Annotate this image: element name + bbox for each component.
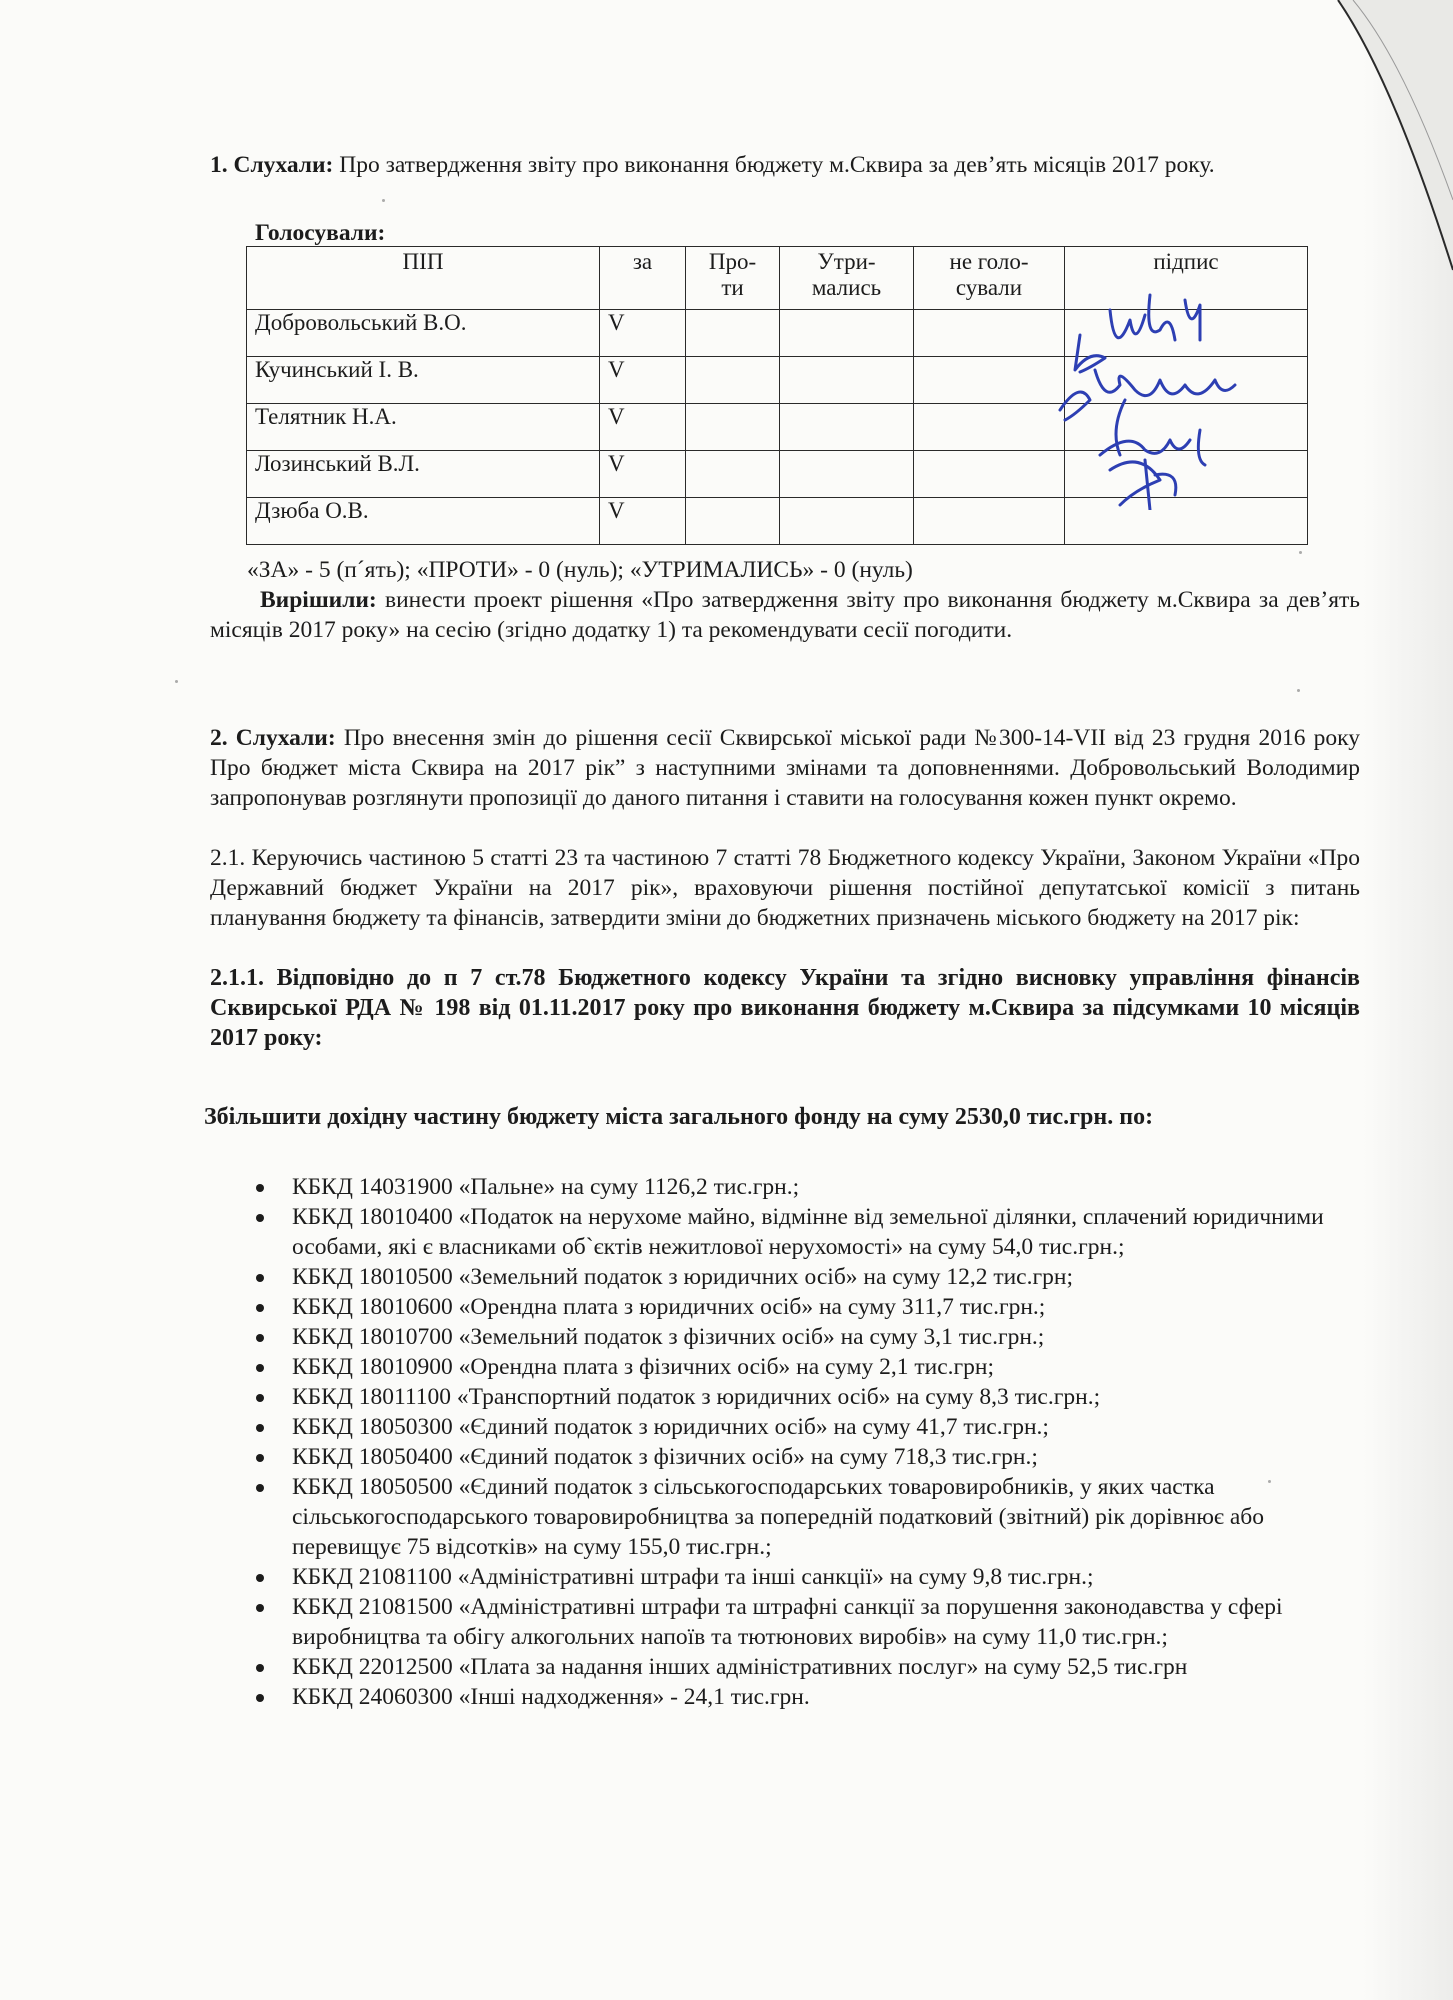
scan-speck [382,199,385,202]
heard-text: Про затвердження звіту про виконання бюджету м.Сквира за дев’ять місяців 2017 року. [333,152,1215,178]
bullet-icon [256,1694,264,1702]
list-item: КБКД 18010700 «Земельний податок з фізичних осіб» на суму 3,1 тис.грн.; [248,1322,1338,1352]
header-not-voted: не голо- сували [914,247,1065,310]
vote-tally: «ЗА» - 5 (п´ять); «ПРОТИ» - 0 (нуль); «УТРИМАЛИСЬ» - 0 (нуль) [247,557,913,583]
header-abstained: Утри- мались [780,247,914,310]
bullet-icon [256,1604,264,1612]
list-item: КБКД 18050500 «Єдиний податок з сільськогосподарських товаровиробників, у яких частка сільськогосподарського товаровиробництва за попередній податковий (звітний) рік дорівнює або перевищує 75 відсотків» на суму 155,0 тис.грн.; [248,1472,1338,1562]
not-voted-cell [914,310,1065,357]
list-item: КБКД 18010500 «Земельний податок з юридичних осіб» на суму 12,2 тис.грн; [248,1262,1338,1292]
section2-heading [210,723,1360,813]
vote-for-mark: V [600,404,686,451]
paragraph-2-1: 2.1. Керуючись частиною 5 статті 23 та частиною 7 статті 78 Бюджетного кодексу України, Законом України «Про Державний бюджет України на 2017 рік», враховуючи рішення постійної депутатської комісії з питань планування бюджету та фінансів, затвердити зміни до бюджетних призначень міського бюджету на 2017 рік: [210,845,1360,931]
decided-text: винести проект рішення «Про затвердження звіту про виконання бюджету м.Сквира за дев’ять місяців 2017 року» на сесію (згідно додатку 1) та рекомендувати сесії погодити. [210,587,1360,643]
scan-speck [1297,689,1300,692]
paragraph-2-1-1: 2.1.1. Відповідно до п 7 ст.78 Бюджетного кодексу України та згідно висновку управління фінансів Сквирської РДА № 198 від 01.11.2017 року про виконання бюджету м.Сквира за підсумками 10 місяців 2017 року: [210,965,1360,1051]
member-name: Телятник Н.А. [247,404,600,451]
header-name: ПІП [247,247,600,310]
scan-speck [1299,551,1302,554]
vote-abstain-cell [780,451,914,498]
scan-speck [175,680,178,683]
decided-label: Вирішили: [260,587,377,613]
vote-for-mark: V [600,310,686,357]
bullet-icon [256,1424,264,1432]
header-against: Про- ти [686,247,780,310]
list-item: КБКД 24060300 «Інші надходження» - 24,1 тис.грн. [248,1682,1338,1712]
heard-text: Про внесення змін до рішення сесії Сквирської міської ради №300-14-VII від 23 грудня 2016 року Про бюджет міста Сквира на 2017 рік” з наступними змінами та доповненнями. Добровольський Володимир запропонував розглянути пропозиції до даного питання і ставити на голосування кожен пункт окремо. [210,725,1360,811]
page-edge-shadow [1363,0,1453,2000]
kbkd-list [248,1172,1338,1712]
bullet-icon [256,1484,264,1492]
vote-against-cell [686,310,780,357]
member-name: Лозинський В.Л. [247,451,600,498]
list-item: КБКД 21081500 «Адміністративні штрафи та штрафні санкції за порушення законодавства у сфері виробництва та обігу алкогольних напоїв та тютюнових виробів» на суму 11,0 тис.грн.; [248,1592,1338,1652]
vote-abstain-cell [780,404,914,451]
bullet-icon [256,1274,264,1282]
not-voted-cell [914,498,1065,545]
bullet-icon [256,1304,264,1312]
voted-label: Голосували: [255,220,386,246]
bullet-icon [256,1394,264,1402]
header-for: за [600,247,686,310]
handwritten-signatures [1050,280,1250,510]
bullet-icon [256,1214,264,1222]
not-voted-cell [914,357,1065,404]
bullet-icon [256,1364,264,1372]
bullet-icon [256,1184,264,1192]
vote-for-mark: V [600,357,686,404]
member-name: Дзюба О.В. [247,498,600,545]
bullet-icon [256,1454,264,1462]
list-item: КБКД 18011100 «Транспортний податок з юридичних осіб» на суму 8,3 тис.грн.; [248,1382,1338,1412]
list-item: КБКД 18010400 «Податок на нерухоме майно, відмінне від земельної ділянки, сплачений юридичними особами, які є власниками об`єктів нежитлової нерухомості» на суму 54,0 тис.грн.; [248,1202,1338,1262]
list-item: КБКД 18050400 «Єдиний податок з фізичних осіб» на суму 718,3 тис.грн.; [248,1442,1338,1472]
list-item: КБКД 14031900 «Пальне» на суму 1126,2 тис.грн.; [248,1172,1338,1202]
vote-for-mark: V [600,451,686,498]
list-item: КБКД 18010600 «Орендна плата з юридичних осіб» на суму 311,7 тис.грн.; [248,1292,1338,1322]
vote-against-cell [686,404,780,451]
increase-heading: Збільшити дохідну частину бюджету міста загального фонду на суму 2530,0 тис.грн. по: [204,1104,1154,1130]
not-voted-cell [914,451,1065,498]
bullet-icon [256,1574,264,1582]
not-voted-cell [914,404,1065,451]
heard-label: 1. Слухали: [210,152,334,178]
vote-abstain-cell [780,310,914,357]
vote-for-mark: V [600,498,686,545]
heard-label: 2. Слухали: [210,725,336,751]
folded-corner [1333,0,1453,280]
member-name: Добровольський В.О. [247,310,600,357]
list-item: КБКД 22012500 «Плата за надання інших адміністративних послуг» на суму 52,5 тис.грн [248,1652,1338,1682]
section1-heading [210,150,1360,180]
vote-abstain-cell [780,357,914,404]
bullet-icon [256,1664,264,1672]
decision-paragraph [210,585,1360,645]
list-item: КБКД 21081100 «Адміністративні штрафи та інші санкції» на суму 9,8 тис.грн.; [248,1562,1338,1592]
vote-against-cell [686,357,780,404]
vote-against-cell [686,498,780,545]
list-item: КБКД 18010900 «Орендна плата з фізичних осіб» на суму 2,1 тис.грн; [248,1352,1338,1382]
member-name: Кучинський І. В. [247,357,600,404]
header-signature: підпис [1065,247,1308,310]
bullet-icon [256,1334,264,1342]
list-item: КБКД 18050300 «Єдиний податок з юридичних осіб» на суму 41,7 тис.грн.; [248,1412,1338,1442]
vote-abstain-cell [780,498,914,545]
vote-against-cell [686,451,780,498]
